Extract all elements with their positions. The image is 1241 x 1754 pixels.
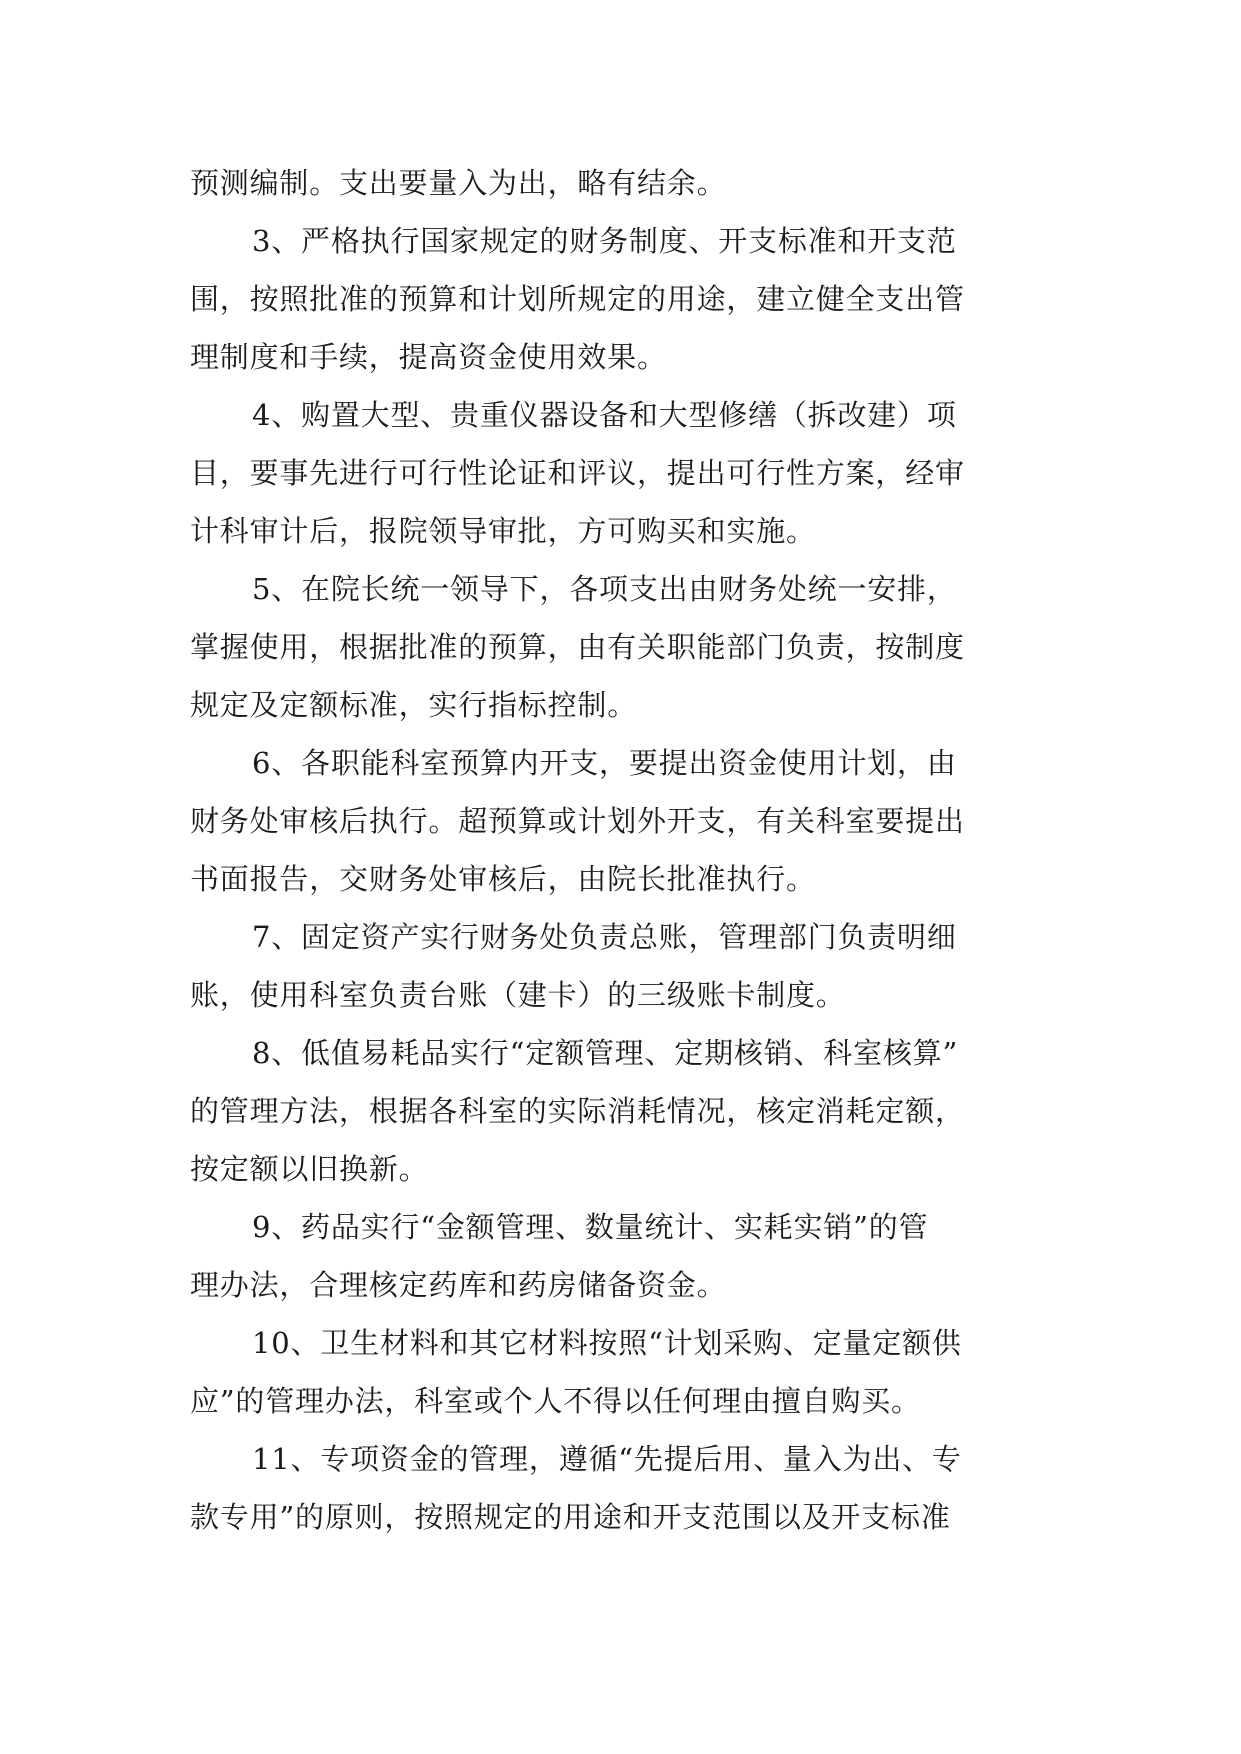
text-line: 计科审计后，报院领导审批，方可购买和实施。 (190, 514, 816, 548)
text-line: 4、购置大型、贵重仪器设备和大型修缮（拆改建）项 (252, 398, 957, 432)
paragraph-item-10 (190, 1314, 1050, 1430)
text-line: 围，按照批准的预算和计划所规定的用途，建立健全支出管 (190, 282, 965, 316)
text-line: 9、药品实行“金额管理、数量统计、实耗实销”的管 (252, 1210, 929, 1244)
document-body (190, 154, 1050, 1546)
text-line: 应”的管理办法，科室或个人不得以任何理由擅自购买。 (190, 1384, 921, 1418)
paragraph-item-6 (190, 734, 1050, 908)
text-line: 7、固定资产实行财务处负责总账，管理部门负责明细 (252, 920, 957, 954)
text-line: 理办法，合理核定药库和药房储备资金。 (190, 1268, 727, 1302)
text-line: 书面报告，交财务处审核后，由院长批准执行。 (190, 862, 816, 896)
paragraph-item-9 (190, 1198, 1050, 1314)
text-line: 5、在院长统一领导下，各项支出由财务处统一安排， (252, 572, 957, 606)
paragraph-item-5 (190, 560, 1050, 734)
text-line: 预测编制。支出要量入为出，略有结余。 (190, 166, 727, 200)
text-line: 按定额以旧换新。 (190, 1152, 429, 1186)
text-line: 10、卫生材料和其它材料按照“计划采购、定量定额供 (252, 1326, 962, 1360)
text-line: 账，使用科室负责台账（建卡）的三级账卡制度。 (190, 978, 846, 1012)
paragraph-item-11 (190, 1430, 1050, 1546)
text-line: 款专用”的原则，按照规定的用途和开支范围以及开支标准 (190, 1500, 951, 1534)
paragraph-item-8 (190, 1024, 1050, 1198)
text-line: 目，要事先进行可行性论证和评议，提出可行性方案，经审 (190, 456, 965, 490)
text-line: 8、低值易耗品实行“定额管理、定期核销、科室核算” (252, 1036, 959, 1070)
text-line: 6、各职能科室预算内开支，要提出资金使用计划，由 (252, 746, 957, 780)
text-line: 掌握使用，根据批准的预算，由有关职能部门负责，按制度 (190, 630, 965, 664)
text-line: 规定及定额标准，实行指标控制。 (190, 688, 638, 722)
text-line: 财务处审核后执行。超预算或计划外开支，有关科室要提出 (190, 804, 965, 838)
paragraph-item-3 (190, 212, 1050, 386)
paragraph-continuation (190, 154, 1050, 212)
text-line: 的管理方法，根据各科室的实际消耗情况，核定消耗定额， (190, 1094, 965, 1128)
text-line: 3、严格执行国家规定的财务制度、开支标准和开支范 (252, 224, 957, 258)
paragraph-item-7 (190, 908, 1050, 1024)
paragraph-item-4 (190, 386, 1050, 560)
text-line: 理制度和手续，提高资金使用效果。 (190, 340, 667, 374)
text-line: 11、专项资金的管理，遵循“先提后用、量入为出、专 (252, 1442, 962, 1476)
